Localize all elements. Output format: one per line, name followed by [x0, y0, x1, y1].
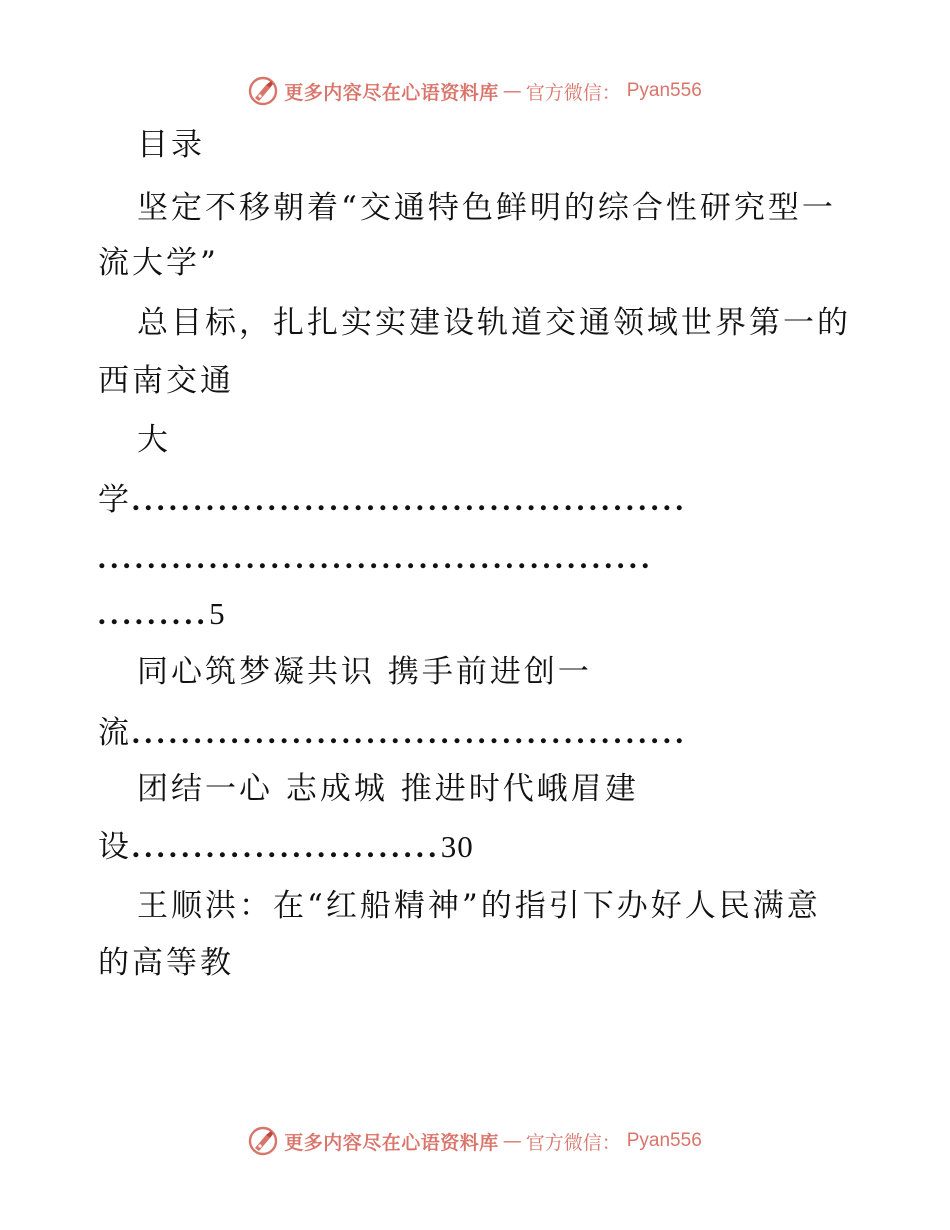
toc-entry-4-line-1: 王顺洪：在“红船精神”的指引下办好人民满意: [137, 888, 821, 924]
toc-entry-1-line-7: [98, 538, 654, 578]
toc-entry-1-line-1: 坚定不移朝着“交通特色鲜明的综合性研究型一: [137, 190, 836, 226]
toc-entry-3-line-2: [98, 827, 474, 867]
toc-entry-1-line-5: 大: [137, 422, 171, 458]
watermark-contact-label: 官方微信：: [525, 81, 621, 104]
toc-leader-dots: .............................................: [132, 482, 688, 517]
watermark-wechat-id: Pyan556: [626, 80, 702, 101]
toc-entry-2-line-2: [98, 713, 688, 753]
toc-entry-2-line-1: 同心筑梦凝共识 携手前进创一: [137, 654, 592, 690]
watermark-wechat-id: Pyan556: [626, 1130, 702, 1151]
toc-leader-dots: .........................: [132, 829, 441, 864]
toc-entry-1-line-3: 总目标，扎扎实实建设轨道交通领域世界第一的: [137, 305, 851, 341]
pen-nib-logo-icon: [248, 76, 278, 106]
watermark-brand-text: 更多内容尽在心语资料库: [284, 81, 499, 104]
toc-entry-1-page-number: 5: [209, 596, 226, 631]
watermark-separator: —: [502, 1130, 522, 1152]
toc-entry-1-line-6-text: 学: [98, 482, 132, 518]
toc-entry-2-line-2-text: 流: [98, 715, 132, 751]
pen-nib-logo-icon: [248, 1126, 278, 1156]
toc-leader-dots: .............................................: [98, 540, 654, 575]
toc-entry-1-line-4: 西南交通: [98, 363, 234, 399]
toc-heading: 目录: [137, 127, 205, 163]
toc-entry-1-line-8: [98, 594, 226, 634]
watermark-contact-label: 官方微信：: [525, 1131, 621, 1154]
toc-leader-dots: .............................................: [132, 715, 688, 750]
toc-entry-1-line-6: [98, 480, 688, 520]
toc-leader-dots: .........: [98, 596, 210, 631]
toc-entry-3-line-1: 团结一心 志成城 推进时代峨眉建: [137, 771, 639, 807]
watermark-brand-text: 更多内容尽在心语资料库: [284, 1131, 499, 1154]
toc-entry-3-line-2-text: 设: [98, 829, 132, 865]
toc-entry-1-line-2: 流大学”: [98, 245, 219, 281]
header-watermark: [0, 71, 950, 111]
toc-entry-3-page-number: 30: [440, 829, 474, 864]
toc-entry-4-line-2: 的高等教: [98, 945, 234, 981]
footer-watermark: [0, 1121, 950, 1161]
watermark-separator: —: [502, 80, 522, 102]
